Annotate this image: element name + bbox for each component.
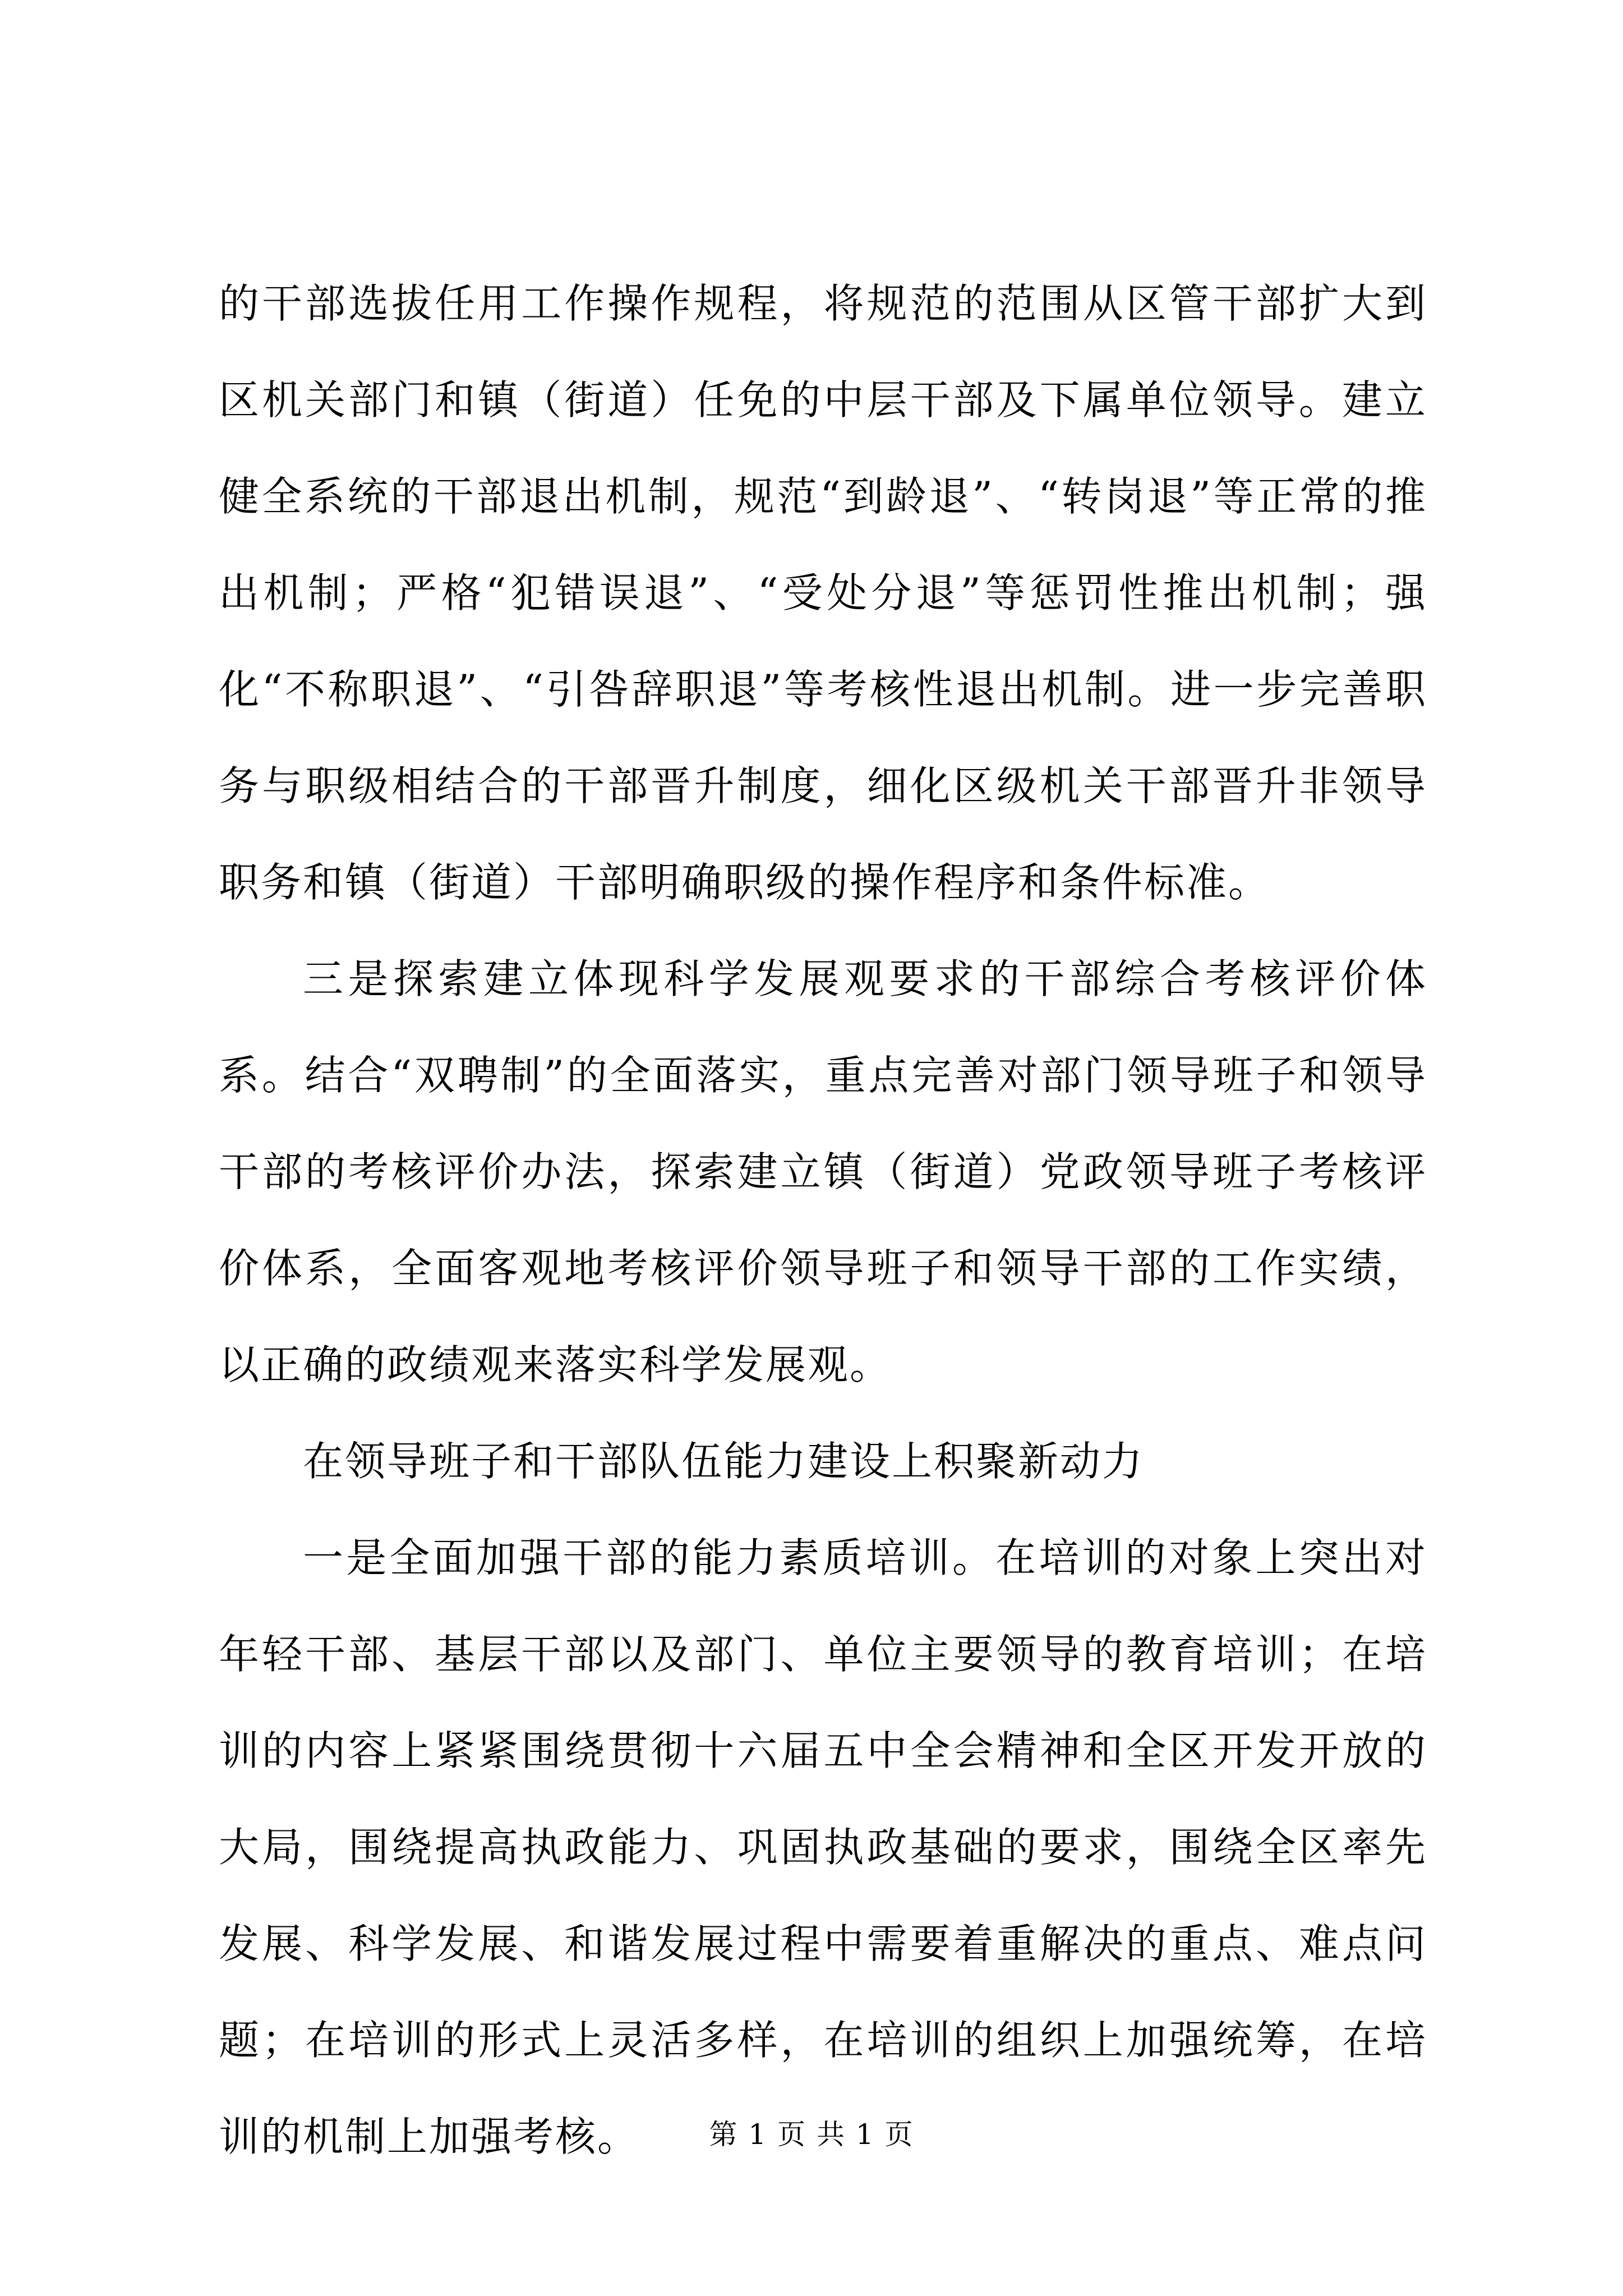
paragraph-training: 一是全面加强干部的能力素质培训。在培训的对象上突出对年轻干部、基层干部以及部门、单位主要领导的教育培训；在培训的内容上紧紧围绕贯彻十六届五中全会精神和全区开发开放的大局，围绕提高执政能力、巩固执政基础的要求，围绕全区率先发展、科学发展、和谐发展过程中需要着重解决的重点、难点问题；在培训的形式上灵活多样，在培训的组织上加强统筹，在培训的机制上加强考核。 [219,1534,1427,2160]
paragraph-evaluation-system: 三是探索建立体现科学发展观要求的干部综合考核评价体系。结合“双聘制”的全面落实，重点完善对部门领导班子和领导干部的考核评价办法，探索建立镇（街道）党政领导班子考核评价体系，全面客观地考核评价领导班子和领导干部的工作实绩，以正确的政绩观来落实科学发展观。 [219,955,1427,1388]
section-heading: 在领导班子和干部队伍能力建设上积聚新动力 [303,1438,1145,1485]
document-body [219,255,1427,2185]
paragraph-continuation: 的干部选拔任用工作操作规程，将规范的范围从区管干部扩大到区机关部门和镇（街道）任免的中层干部及下属单位领导。建立健全系统的干部退出机制，规范“到龄退”、“转岗退”等正常的推出机制；严格“犯错误退”、“受处分退”等惩罚性推出机制；强化“不称职退”、“引咎辞职退”等考核性退出机制。进一步完善职务与职级相结合的干部晋升制度，细化区级机关干部晋升非领导职务和镇（街道）干部明确职级的操作程序和条件标准。 [219,280,1427,906]
page-footer: 第 1 页 共 1 页 [709,2118,914,2151]
